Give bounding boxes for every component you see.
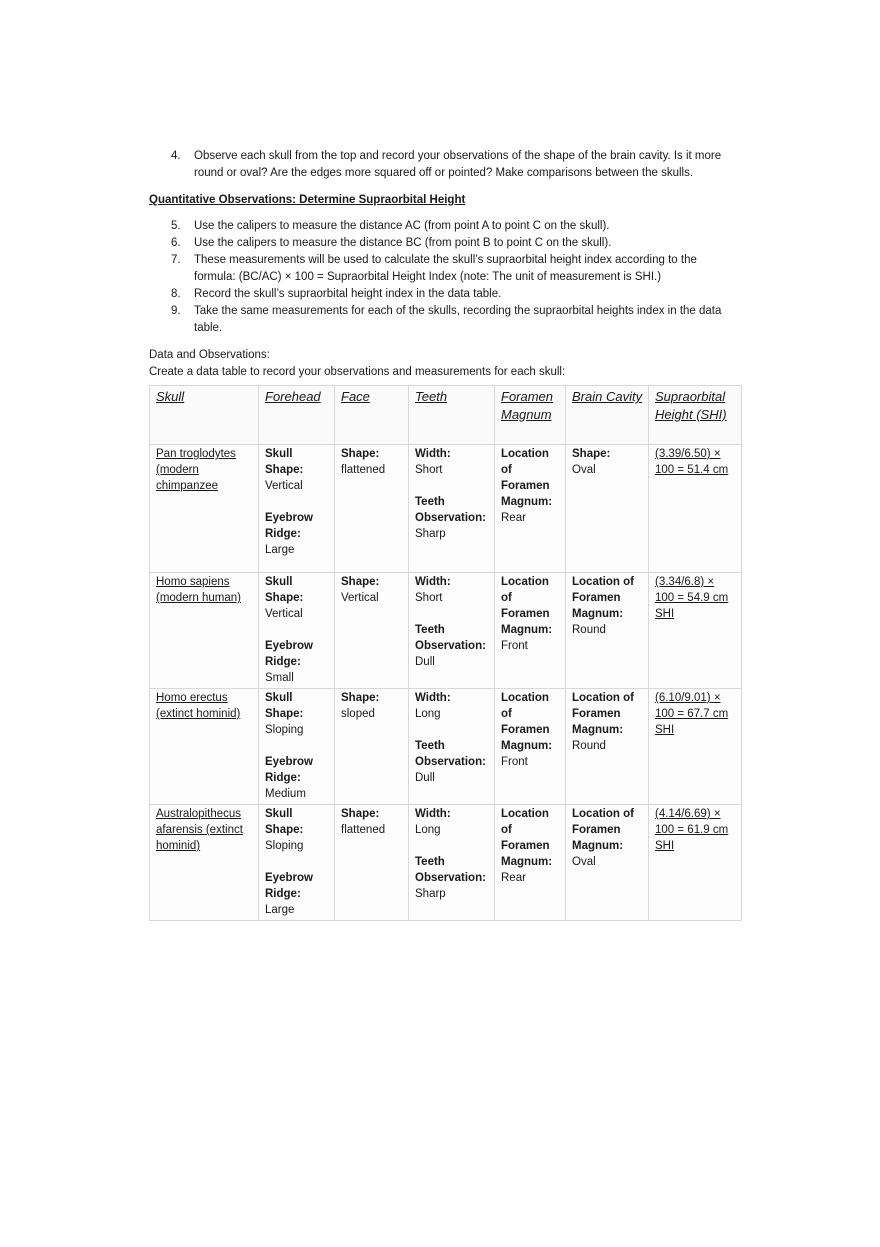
face-value: flattened [341,824,386,836]
width-label: Width: [415,808,451,820]
step-text: Observe each skull from the top and record your observations of the shape of the brain cavity. Is it more round or oval? Are the edges more squared off or pointed? Make comparisons between the skulls. [194,150,722,179]
teeth-observation-value: Sharp [415,888,446,900]
step-number: 8. [171,288,181,300]
skull-shape-label: Skull Shape: [265,448,304,476]
section-heading: Quantitative Observations: Determine Supraorbital Height [149,194,466,206]
eyebrow-value: Medium [265,788,306,800]
step-item [149,303,741,337]
step-text: Use the calipers to measure the distance AC (from point A to point C on the skull). [194,220,610,232]
eyebrow-value: Small [265,672,294,684]
step-item [149,252,741,286]
step-item [149,286,741,303]
cell-forehead [259,689,335,805]
step-number: 5. [171,220,181,232]
foramen-label: Location of Foramen Magnum: [501,692,553,752]
cell-teeth [409,573,495,689]
eyebrow-label: Eyebrow Ridge: [265,756,313,784]
cell-face [335,689,409,805]
cell-foramen-magnum [495,573,566,689]
header-teeth: Teeth [409,386,495,445]
cell-forehead [259,573,335,689]
skull-name: Homo erectus (extinct hominid) [156,692,241,720]
face-value: sloped [341,708,375,720]
eyebrow-label: Eyebrow Ridge: [265,872,313,900]
face-label: Shape: [341,448,380,460]
cell-supraorbital-height [649,805,742,921]
data-title: Data and Observations: [149,349,270,361]
cell-brain-cavity [566,445,649,573]
foramen-value: Rear [501,512,526,524]
header-face: Face [335,386,409,445]
table-row [150,805,742,921]
data-intro: Create a data table to record your observations and measurements for each skull: [149,366,566,378]
table-header-row [150,386,742,445]
width-label: Width: [415,576,451,588]
shi-value: (4.14/6.69) × 100 = 61.9 cm SHI [655,808,729,852]
teeth-observation-value: Sharp [415,528,446,540]
step-item [149,218,741,235]
width-label: Width: [415,448,451,460]
cell-skull [150,689,259,805]
step-text: Use the calipers to measure the distance BC (from point B to point C on the skull). [194,237,612,249]
brain-value: Oval [572,464,596,476]
teeth-observation-label: Teeth Observation: [415,624,486,652]
foramen-label: Location of Foramen Magnum: [501,448,553,508]
skull-shape-label: Skull Shape: [265,692,304,720]
brain-value: Round [572,740,606,752]
foramen-label: Location of Foramen Magnum: [501,808,553,868]
table-row [150,573,742,689]
teeth-observation-label: Teeth Observation: [415,740,486,768]
step-item [149,148,741,182]
face-label: Shape: [341,692,380,704]
step-text: These measurements will be used to calculate the skull’s supraorbital height index according to the formula: (BC/AC) × 100 = Supraorbital Height Index (note: The unit of measurement is SHI.) [194,254,697,283]
eyebrow-label: Eyebrow Ridge: [265,640,313,668]
width-value: Short [415,464,443,476]
width-value: Long [415,824,441,836]
cell-skull [150,805,259,921]
face-value: flattened [341,464,386,476]
cell-face [335,573,409,689]
teeth-observation-label: Teeth Observation: [415,856,486,884]
cell-skull [150,573,259,689]
document-page [149,148,741,921]
shi-value: (6.10/9.01) × 100 = 67.7 cm SHI [655,692,729,736]
foramen-value: Front [501,640,528,652]
header-forehead: Forehead [259,386,335,445]
table-row [150,445,742,573]
brain-label: Location of Foramen Magnum: [572,576,634,620]
header-brain-cavity: Brain Cavity [566,386,649,445]
width-value: Short [415,592,443,604]
brain-value: Oval [572,856,596,868]
skull-name: Homo sapiens (modern human) [156,576,242,604]
cell-supraorbital-height [649,445,742,573]
step-number: 9. [171,305,181,317]
skull-name: Australopithecus afarensis (extinct hominid) [156,808,243,852]
cell-face [335,445,409,573]
cell-supraorbital-height [649,689,742,805]
teeth-observation-label: Teeth Observation: [415,496,486,524]
header-skull: Skull [150,386,259,445]
cell-forehead [259,805,335,921]
brain-label: Shape: [572,448,611,460]
face-label: Shape: [341,808,380,820]
step-number: 6. [171,237,181,249]
skull-shape-value: Sloping [265,724,304,736]
skull-shape-value: Vertical [265,480,303,492]
teeth-observation-value: Dull [415,772,435,784]
brain-label: Location of Foramen Magnum: [572,808,634,852]
cell-teeth [409,689,495,805]
skull-name: Pan troglodytes (modern chimpanzee [156,448,236,492]
foramen-value: Front [501,756,528,768]
step-list-qualitative [149,148,741,182]
skull-shape-label: Skull Shape: [265,808,304,836]
width-label: Width: [415,692,451,704]
teeth-observation-value: Dull [415,656,435,668]
step-text: Take the same measurements for each of the skulls, recording the supraorbital heights index in the data table. [194,305,722,334]
shi-value: (3.39/6.50) × 100 = 51.4 cm [655,448,729,476]
brain-label: Location of Foramen Magnum: [572,692,634,736]
step-list-quantitative [149,218,741,337]
cell-brain-cavity [566,689,649,805]
step-number: 7. [171,254,181,266]
skull-shape-value: Sloping [265,840,304,852]
cell-foramen-magnum [495,689,566,805]
eyebrow-label: Eyebrow Ridge: [265,512,313,540]
cell-supraorbital-height [649,573,742,689]
skull-shape-label: Skull Shape: [265,576,304,604]
eyebrow-value: Large [265,904,295,916]
header-foramen-magnum: Foramen Magnum [495,386,566,445]
cell-brain-cavity [566,805,649,921]
foramen-value: Rear [501,872,526,884]
eyebrow-value: Large [265,544,295,556]
skull-shape-value: Vertical [265,608,303,620]
cell-forehead [259,445,335,573]
face-value: Vertical [341,592,379,604]
skull-data-table [149,385,742,921]
cell-teeth [409,805,495,921]
step-number: 4. [171,150,181,162]
cell-face [335,805,409,921]
cell-brain-cavity [566,573,649,689]
face-label: Shape: [341,576,380,588]
width-value: Long [415,708,441,720]
cell-foramen-magnum [495,445,566,573]
step-item [149,235,741,252]
header-supraorbital-height: Supraorbital Height (SHI) [649,386,742,445]
brain-value: Round [572,624,606,636]
step-text: Record the skull’s supraorbital height index in the data table. [194,288,502,300]
shi-value: (3.34/6.8) × 100 = 54.9 cm SHI [655,576,729,620]
cell-foramen-magnum [495,805,566,921]
cell-skull [150,445,259,573]
table-row [150,689,742,805]
foramen-label: Location of Foramen Magnum: [501,576,553,636]
cell-teeth [409,445,495,573]
